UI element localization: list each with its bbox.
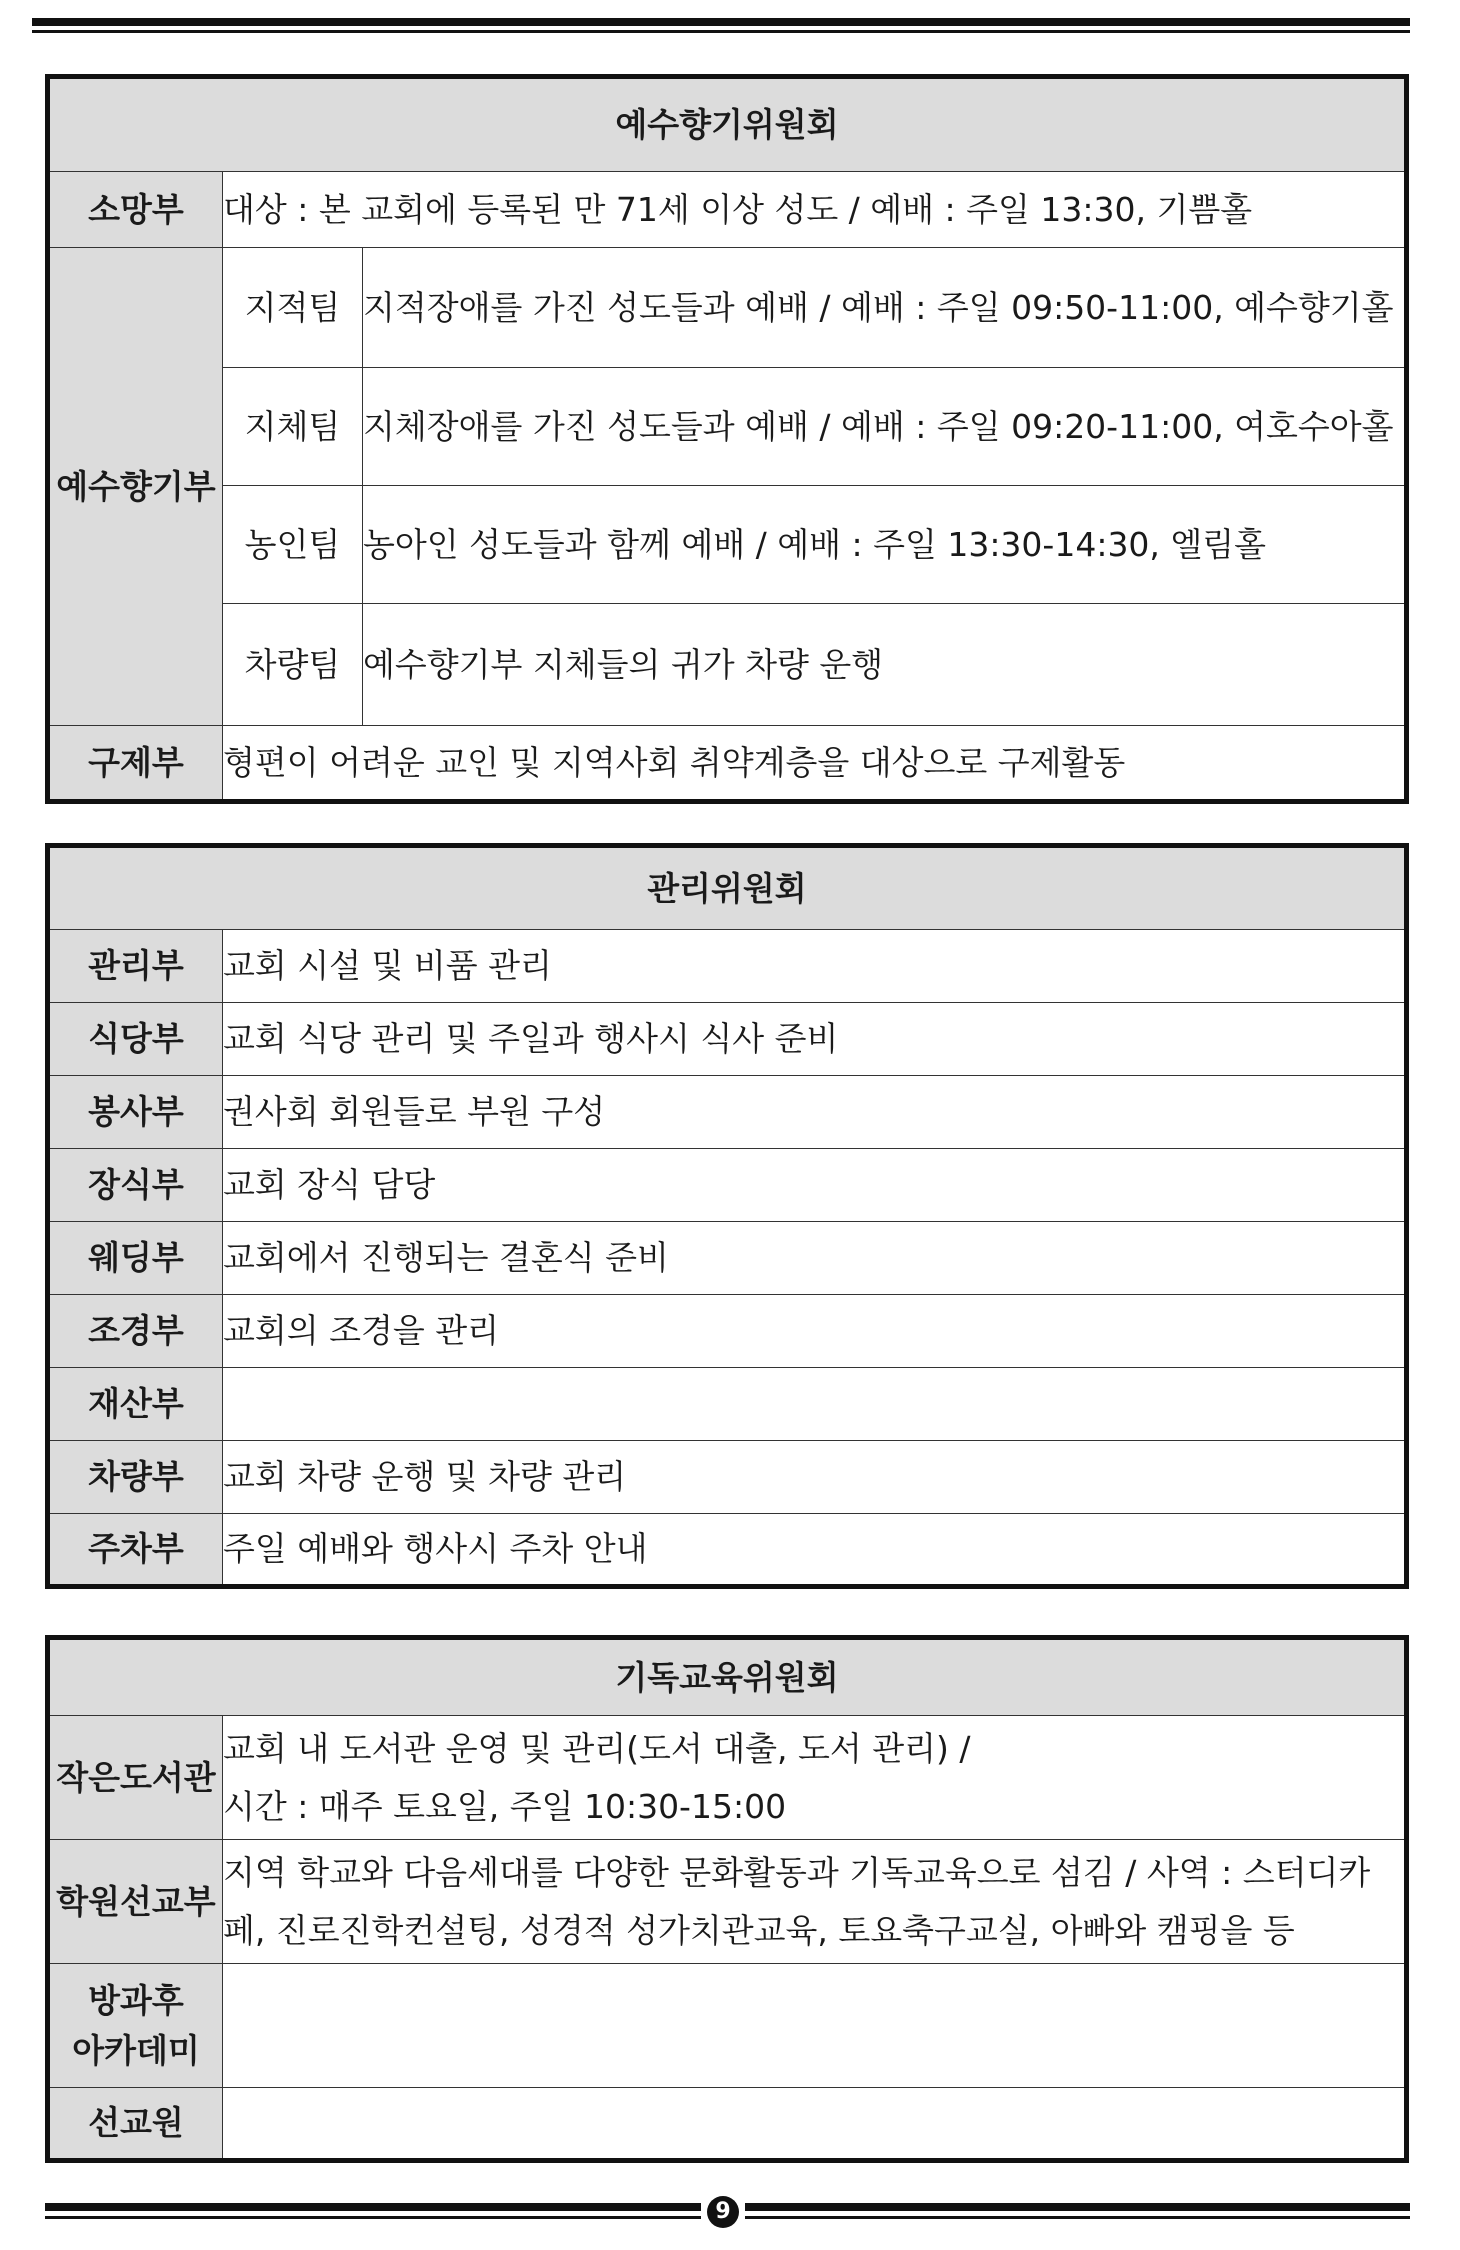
description-line: 교회 내 도서관 운영 및 관리(도서 대출, 도서 관리) / — [223, 1728, 971, 1768]
description-line: 시간 : 매주 토요일, 주일 10:30-15:00 — [223, 1786, 787, 1826]
dept-name: 장식부 — [48, 1149, 223, 1222]
bottom-rule-right — [745, 2203, 1410, 2211]
dept-description: 교회의 조경을 관리 — [223, 1295, 1407, 1368]
dept-name: 학원선교부 — [48, 1840, 223, 1964]
dept-description: 교회 장식 담당 — [223, 1149, 1407, 1222]
description-line: 지역 학교와 다음세대를 다양한 문화활동과 기독교육으로 섬김 / 사역 : 스터디카 — [223, 1852, 1371, 1892]
dept-description — [223, 2088, 1407, 2161]
dept-name: 구제부 — [48, 726, 223, 802]
team-name: 지적팀 — [223, 248, 363, 368]
dept-name-line: 방과후 — [88, 1981, 184, 2020]
top-rule-thick — [32, 18, 1410, 26]
team-description: 지적장애를 가진 성도들과 예배 / 예배 : 주일 09:50-11:00, 예수향기홀 — [363, 248, 1407, 368]
dept-name: 조경부 — [48, 1295, 223, 1368]
team-description: 예수향기부 지체들의 귀가 차량 운행 — [363, 604, 1407, 726]
committee-title: 예수향기위원회 — [48, 77, 1407, 172]
dept-name: 차량부 — [48, 1441, 223, 1514]
dept-name: 봉사부 — [48, 1076, 223, 1149]
dept-description: 형편이 어려운 교인 및 지역사회 취약계층을 대상으로 구제활동 — [223, 726, 1407, 802]
dept-description: 교회 차량 운행 및 차량 관리 — [223, 1441, 1407, 1514]
dept-name: 재산부 — [48, 1368, 223, 1441]
top-rule-thin — [32, 30, 1410, 33]
bottom-rule-left-thin — [45, 2216, 701, 2219]
page-number: 9 — [707, 2196, 739, 2228]
committee-title: 기독교육위원회 — [48, 1638, 1407, 1716]
dept-name: 소망부 — [48, 172, 223, 248]
dept-description: 주일 예배와 행사시 주차 안내 — [223, 1514, 1407, 1587]
dept-description: 교회에서 진행되는 결혼식 준비 — [223, 1222, 1407, 1295]
dept-name-line: 아카데미 — [72, 2030, 200, 2070]
dept-description — [223, 1368, 1407, 1441]
committee-table-management — [45, 843, 1409, 1589]
team-description: 농아인 성도들과 함께 예배 / 예배 : 주일 13:30-14:30, 엘림홀 — [363, 486, 1407, 604]
dept-description: 대상 : 본 교회에 등록된 만 71세 이상 성도 / 예배 : 주일 13:30, 기쁨홀 — [223, 172, 1407, 248]
team-name: 차량팀 — [223, 604, 363, 726]
dept-name: 주차부 — [48, 1514, 223, 1587]
dept-name: 관리부 — [48, 930, 223, 1003]
dept-name: 식당부 — [48, 1003, 223, 1076]
team-name: 농인팀 — [223, 486, 363, 604]
description-line: 페, 진로진학컨설팅, 성경적 성가치관교육, 토요축구교실, 아빠와 캠핑을 등 — [223, 1910, 1295, 1950]
bottom-rule-right-thin — [745, 2216, 1410, 2219]
committee-table-yesu-hyanggi — [45, 74, 1409, 804]
dept-name: 선교원 — [48, 2088, 223, 2161]
dept-description — [223, 1964, 1407, 2088]
dept-description — [223, 1716, 1407, 1840]
committee-title: 관리위원회 — [48, 846, 1407, 930]
dept-description: 교회 시설 및 비품 관리 — [223, 930, 1407, 1003]
dept-name — [48, 1964, 223, 2088]
dept-name: 예수향기부 — [48, 248, 223, 726]
team-description: 지체장애를 가진 성도들과 예배 / 예배 : 주일 09:20-11:00, 여호수아홀 — [363, 368, 1407, 486]
dept-name: 작은도서관 — [48, 1716, 223, 1840]
dept-description — [223, 1840, 1407, 1964]
dept-description: 교회 식당 관리 및 주일과 행사시 식사 준비 — [223, 1003, 1407, 1076]
committee-table-christian-education — [45, 1635, 1409, 2163]
bottom-rule-left — [45, 2203, 701, 2211]
dept-description: 권사회 회원들로 부원 구성 — [223, 1076, 1407, 1149]
dept-name: 웨딩부 — [48, 1222, 223, 1295]
team-name: 지체팀 — [223, 368, 363, 486]
